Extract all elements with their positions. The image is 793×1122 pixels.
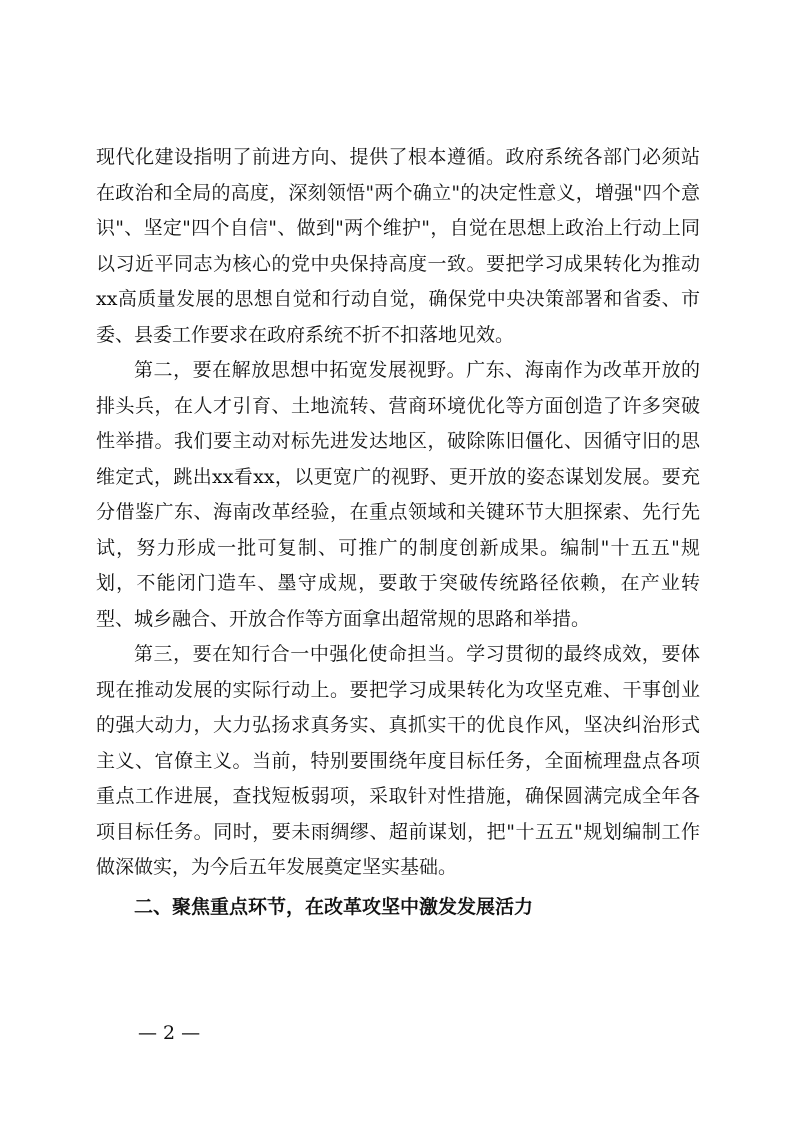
page-number: — 2 — [138,1022,201,1044]
paragraph-third-point: 第三，要在知行合一中强化使命担当。学习贯彻的最终成效，要体现在推动发展的实际行动上。要把学习成果转化为攻坚克难、干事创业的强大动力，大力弘扬求真务实、真抓实干的优良作风，坚决纠治形式主义、官僚主义。当前，特别要围绕年度目标任务，全面梳理盘点各项重点工作进展，查找短板弱项，采取针对性措施，确保圆满完成全年各项目标任务。同时，要未雨绸缪、超前谋划，把"十五五"规划编制工作做深做实，为今后五年发展奠定坚实基础。 [96,643,700,878]
paragraph-second-point: 第二，要在解放思想中拓宽发展视野。广东、海南作为改革开放的排头兵，在人才引育、土地流转、营商环境优化等方面创造了许多突破性举措。我们要主动对标先进发达地区，破除陈旧僵化、因循守旧的思维定式，跳出xx看xx，以更宽广的视野、更开放的姿态谋划发展。要充分借鉴广东、海南改革经验，在重点领域和关键环节大胆探索、先行先试，努力形成一批可复制、可推广的制度创新成果。编制"十五五"规划，不能闭门造车、墨守成规，要敢于突破传统路径依赖，在产业转型、城乡融合、开放合作等方面拿出超常规的思路和举措。 [96,359,700,630]
section-heading: 二、聚焦重点环节，在改革攻坚中激发发展活力 [134,895,534,918]
document-body [96,140,700,925]
paragraph-continuation: 现代化建设指明了前进方向、提供了根本遵循。政府系统各部门必须站在政治和全局的高度，深刻领悟"两个确立"的决定性意义，增强"四个意识"、坚定"四个自信"、做到"两个维护"，自觉在思想上政治上行动上同以习近平同志为核心的党中央保持高度一致。要把学习成果转化为推动xx高质量发展的思想自觉和行动自觉，确保党中央决策部署和省委、市委、县委工作要求在政府系统不折不扣落地见效。 [96,146,700,346]
